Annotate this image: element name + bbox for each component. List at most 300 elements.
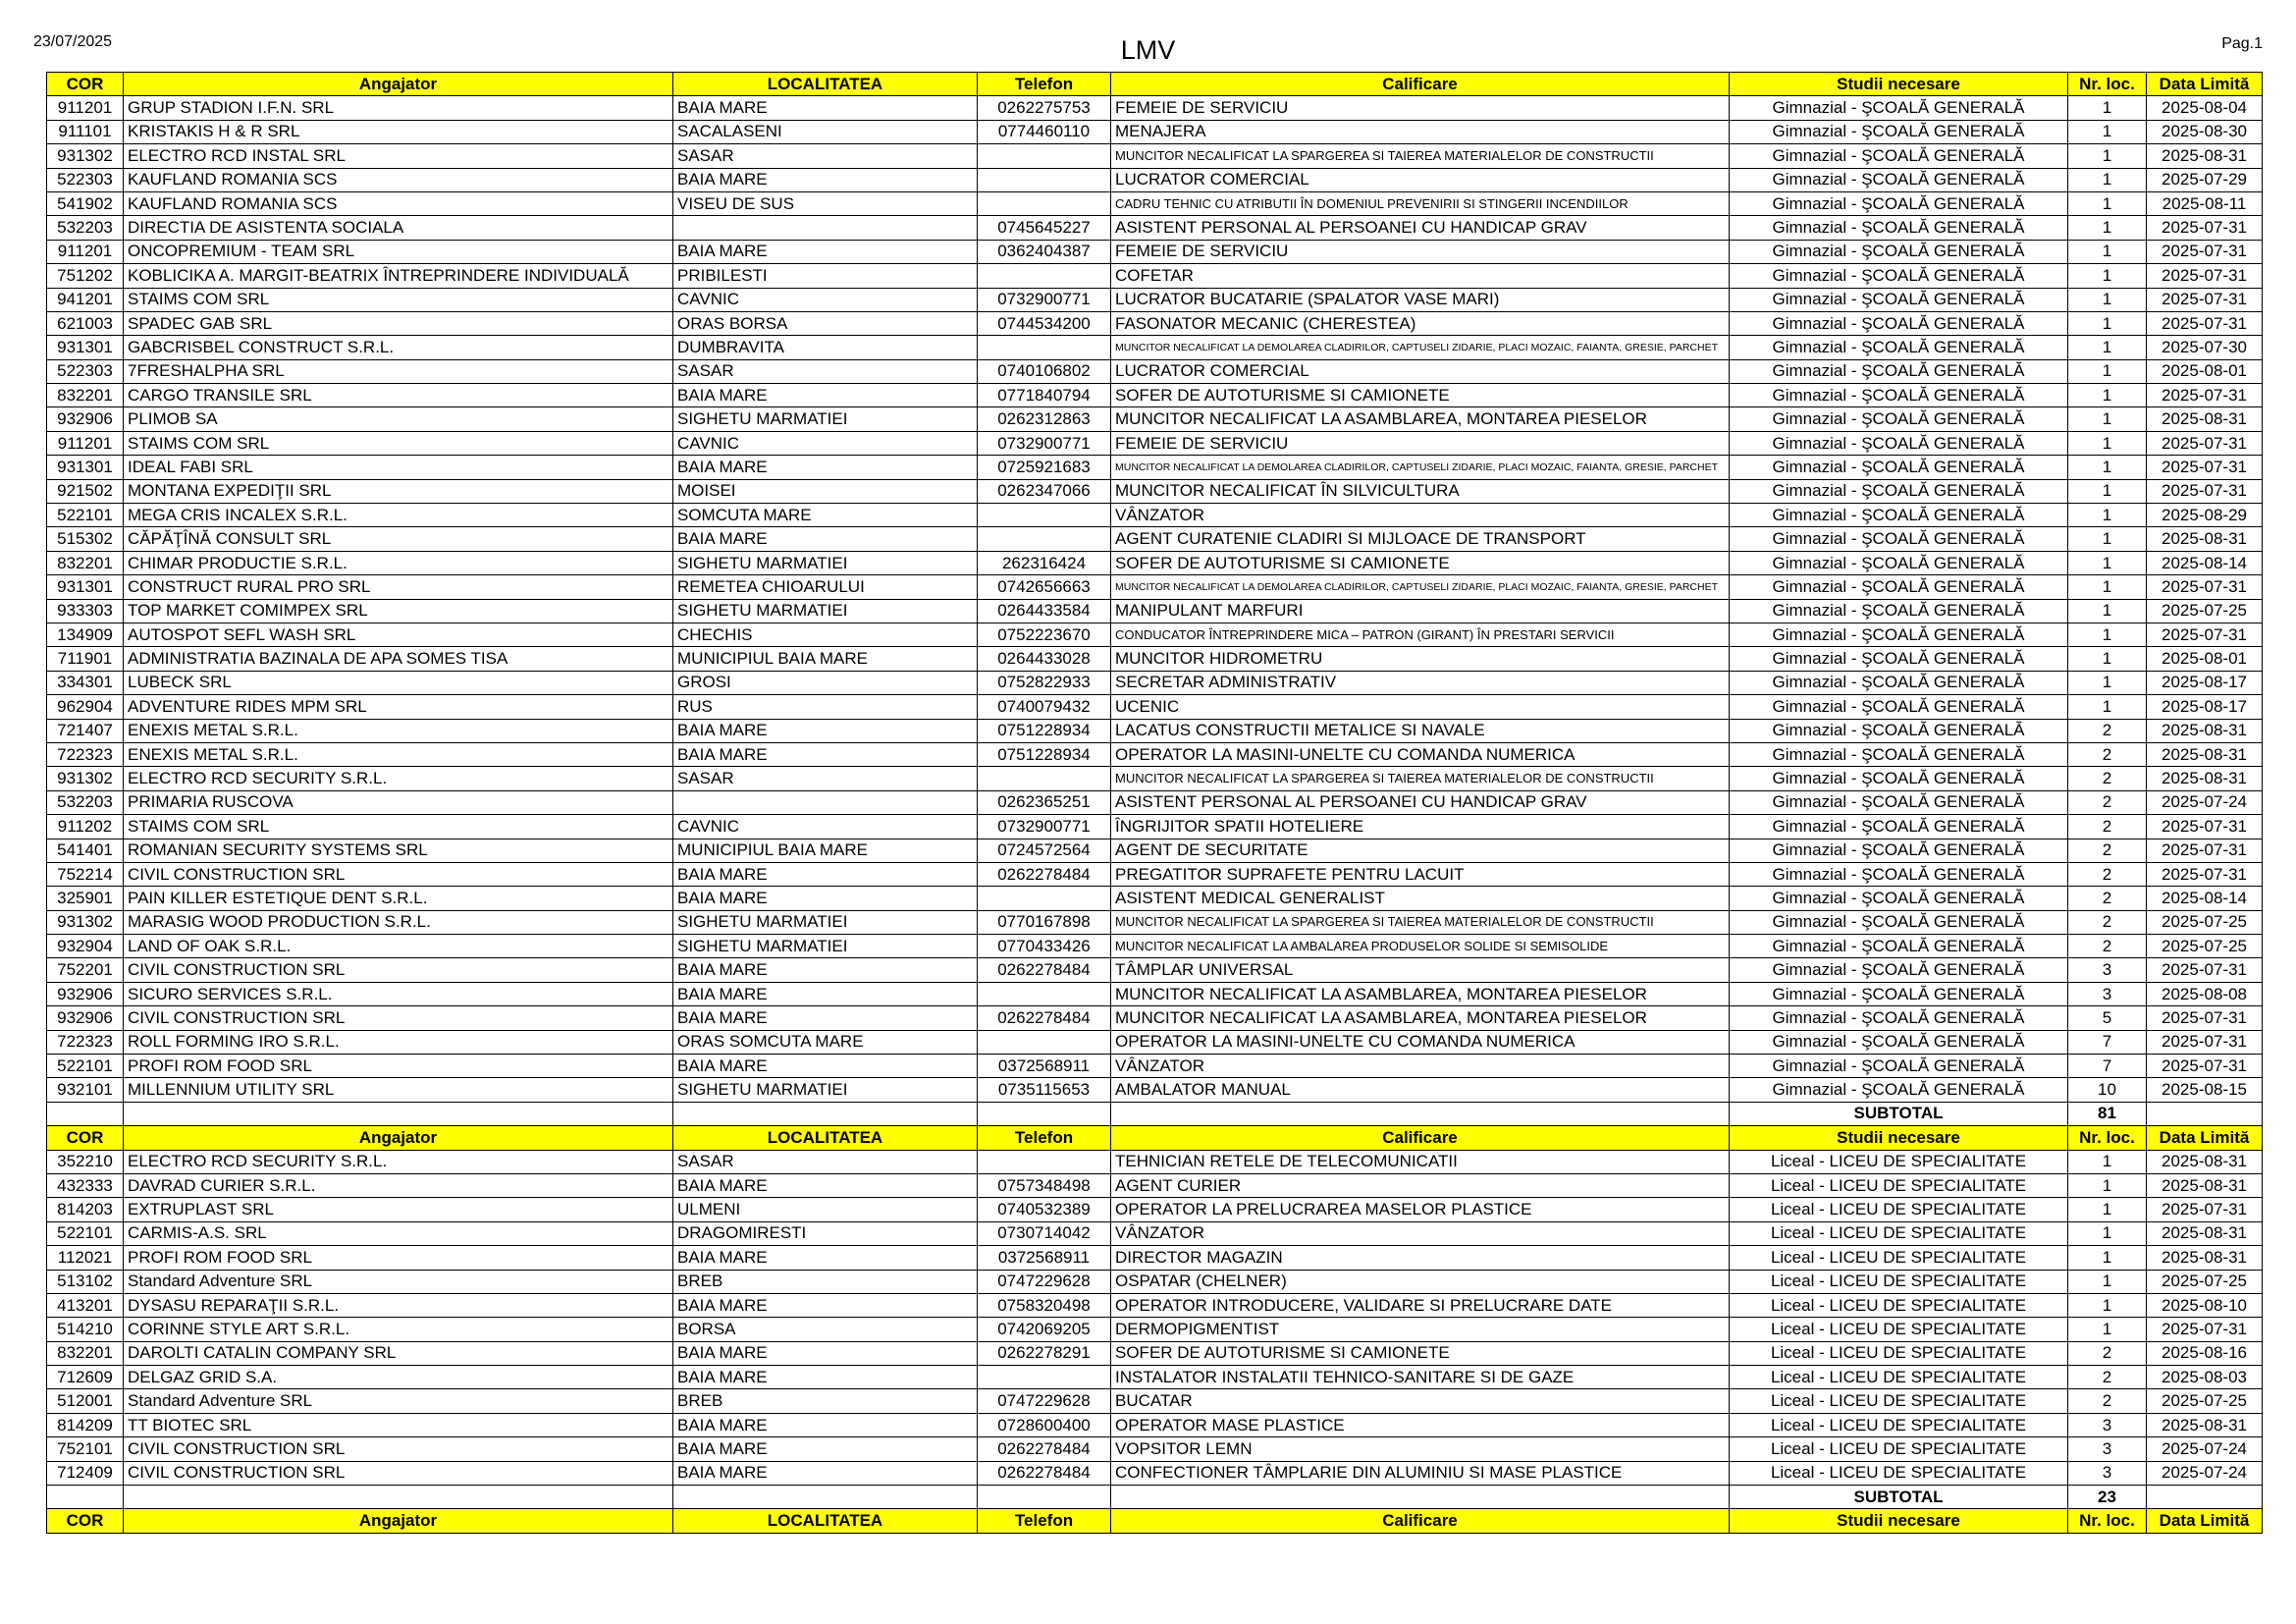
cell-employer: LAND OF OAK S.R.L. — [124, 935, 673, 958]
cell-employer: DYSASU REPARAŢII S.R.L. — [124, 1293, 673, 1317]
table-row — [47, 1150, 2263, 1173]
cell-locality: BAIA MARE — [673, 742, 978, 766]
cell-positions: 1 — [2068, 311, 2147, 335]
cell-employer: PRIMARIA RUSCOVA — [124, 790, 673, 814]
cell-deadline: 2025-07-24 — [2147, 1461, 2263, 1485]
cell-positions: 1 — [2068, 671, 2147, 694]
cell-positions: 1 — [2068, 1270, 2147, 1293]
cell-studies: Liceal - LICEU DE SPECIALITATE — [1730, 1341, 2068, 1365]
cell-cor: 921502 — [47, 479, 124, 503]
cell-studies: Liceal - LICEU DE SPECIALITATE — [1730, 1318, 2068, 1341]
cell-cor: 911201 — [47, 431, 124, 455]
table-row — [47, 240, 2263, 263]
cell-studies: Gimnazial - ŞCOALĂ GENERALĂ — [1730, 599, 2068, 623]
cell-locality: CAVNIC — [673, 815, 978, 839]
cell-cor: 931302 — [47, 144, 124, 168]
cell-studies: Gimnazial - ŞCOALĂ GENERALĂ — [1730, 719, 2068, 742]
column-header-phone: Telefon — [978, 1126, 1111, 1150]
cell-deadline: 2025-07-31 — [2147, 1198, 2263, 1221]
cell-studies: Gimnazial - ŞCOALĂ GENERALĂ — [1730, 96, 2068, 120]
cell-employer: CIVIL CONSTRUCTION SRL — [124, 1437, 673, 1461]
cell-phone: 0262278484 — [978, 958, 1111, 982]
cell-phone — [978, 1150, 1111, 1173]
cell-phone: 0732900771 — [978, 288, 1111, 311]
cell-qualification: MUNCITOR NECALIFICAT LA SPARGEREA SI TAIEREA MATERIALELOR DE CONSTRUCTII — [1111, 767, 1730, 790]
cell-positions: 1 — [2068, 1221, 2147, 1245]
cell-positions: 7 — [2068, 1030, 2147, 1054]
cell-positions: 1 — [2068, 1318, 2147, 1341]
cell-cor: 432333 — [47, 1173, 124, 1197]
subtotal-value: 23 — [2068, 1486, 2147, 1509]
cell-qualification: LUCRATOR COMERCIAL — [1111, 359, 1730, 383]
cell-cor: 751202 — [47, 264, 124, 288]
cell-locality: CHECHIS — [673, 623, 978, 646]
cell-studies: Gimnazial - ŞCOALĂ GENERALĂ — [1730, 504, 2068, 527]
cell-phone — [978, 982, 1111, 1005]
cell-positions: 2 — [2068, 1389, 2147, 1413]
table-header-row — [47, 73, 2263, 96]
cell-employer: TT BIOTEC SRL — [124, 1413, 673, 1436]
cell-cor: 911201 — [47, 96, 124, 120]
cell-cor: 931301 — [47, 575, 124, 599]
cell-employer: PROFI ROM FOOD SRL — [124, 1246, 673, 1270]
cell-locality: BAIA MARE — [673, 1246, 978, 1270]
cell-qualification: FASONATOR MECANIC (CHERESTEA) — [1111, 311, 1730, 335]
cell-employer: ELECTRO RCD SECURITY S.R.L. — [124, 767, 673, 790]
cell-positions: 1 — [2068, 647, 2147, 671]
column-header-studies: Studii necesare — [1730, 73, 2068, 96]
cell-deadline: 2025-07-25 — [2147, 935, 2263, 958]
cell-qualification: MUNCITOR NECALIFICAT ÎN SILVICULTURA — [1111, 479, 1730, 503]
cell-cor: 621003 — [47, 311, 124, 335]
cell-employer: AUTOSPOT SEFL WASH SRL — [124, 623, 673, 646]
cell-phone — [978, 767, 1111, 790]
cell-deadline: 2025-08-17 — [2147, 695, 2263, 719]
cell-deadline: 2025-08-04 — [2147, 96, 2263, 120]
cell-cor: 931301 — [47, 336, 124, 359]
subtotal-row — [47, 1102, 2263, 1125]
cell-positions: 1 — [2068, 527, 2147, 551]
cell-studies: Gimnazial - ŞCOALĂ GENERALĂ — [1730, 887, 2068, 910]
cell-deadline: 2025-07-24 — [2147, 790, 2263, 814]
cell-cor: 522303 — [47, 359, 124, 383]
cell-qualification: DERMOPIGMENTIST — [1111, 1318, 1730, 1341]
subtotal-empty-cell — [673, 1486, 978, 1509]
cell-qualification: AMBALATOR MANUAL — [1111, 1078, 1730, 1102]
cell-locality: BAIA MARE — [673, 1006, 978, 1030]
cell-qualification: AGENT DE SECURITATE — [1111, 839, 1730, 862]
cell-employer: CIVIL CONSTRUCTION SRL — [124, 862, 673, 886]
cell-phone: 0264433584 — [978, 599, 1111, 623]
cell-phone — [978, 1030, 1111, 1054]
cell-positions: 1 — [2068, 695, 2147, 719]
cell-deadline: 2025-07-31 — [2147, 815, 2263, 839]
cell-deadline: 2025-08-10 — [2147, 1293, 2263, 1317]
cell-employer: ENEXIS METAL S.R.L. — [124, 742, 673, 766]
column-header-studies: Studii necesare — [1730, 1509, 2068, 1533]
cell-locality: CAVNIC — [673, 288, 978, 311]
cell-qualification: FEMEIE DE SERVICIU — [1111, 96, 1730, 120]
cell-deadline: 2025-08-14 — [2147, 887, 2263, 910]
cell-positions: 3 — [2068, 1413, 2147, 1436]
cell-positions: 1 — [2068, 551, 2147, 574]
cell-positions: 1 — [2068, 1293, 2147, 1317]
cell-qualification: TÂMPLAR UNIVERSAL — [1111, 958, 1730, 982]
cell-qualification: CONDUCATOR ÎNTREPRINDERE MICA – PATRON (GIRANT) ÎN PRESTARI SERVICII — [1111, 623, 1730, 646]
cell-qualification: VÂNZATOR — [1111, 1055, 1730, 1078]
cell-positions: 3 — [2068, 1437, 2147, 1461]
table-row — [47, 1006, 2263, 1030]
table-row — [47, 551, 2263, 574]
cell-cor: 932906 — [47, 407, 124, 431]
cell-positions: 1 — [2068, 1246, 2147, 1270]
cell-studies: Liceal - LICEU DE SPECIALITATE — [1730, 1221, 2068, 1245]
cell-phone — [978, 264, 1111, 288]
column-header-qualification: Calificare — [1111, 1126, 1730, 1150]
cell-qualification: TEHNICIAN RETELE DE TELECOMUNICATII — [1111, 1150, 1730, 1173]
cell-phone: 0262365251 — [978, 790, 1111, 814]
cell-cor: 325901 — [47, 887, 124, 910]
cell-employer: SPADEC GAB SRL — [124, 311, 673, 335]
cell-positions: 1 — [2068, 1198, 2147, 1221]
cell-employer: IDEAL FABI SRL — [124, 456, 673, 479]
table-row — [47, 1461, 2263, 1485]
cell-employer: GABCRISBEL CONSTRUCT S.R.L. — [124, 336, 673, 359]
cell-cor: 814203 — [47, 1198, 124, 1221]
subtotal-label: SUBTOTAL — [1730, 1486, 2068, 1509]
cell-deadline: 2025-07-31 — [2147, 575, 2263, 599]
table-row — [47, 1437, 2263, 1461]
cell-phone: 0262278291 — [978, 1341, 1111, 1365]
cell-qualification: VÂNZATOR — [1111, 504, 1730, 527]
column-header-locality: LOCALITATEA — [673, 73, 978, 96]
cell-employer: PROFI ROM FOOD SRL — [124, 1055, 673, 1078]
cell-studies: Gimnazial - ŞCOALĂ GENERALĂ — [1730, 384, 2068, 407]
cell-positions: 7 — [2068, 1055, 2147, 1078]
cell-phone — [978, 191, 1111, 215]
cell-positions: 1 — [2068, 359, 2147, 383]
cell-studies: Gimnazial - ŞCOALĂ GENERALĂ — [1730, 120, 2068, 143]
column-header-employer: Angajator — [124, 1509, 673, 1533]
cell-studies: Gimnazial - ŞCOALĂ GENERALĂ — [1730, 288, 2068, 311]
table-row — [47, 671, 2263, 694]
column-header-employer: Angajator — [124, 73, 673, 96]
table-row — [47, 742, 2263, 766]
cell-qualification: MUNCITOR NECALIFICAT LA DEMOLAREA CLADIRILOR, CAPTUSELI ZIDARIE, PLACI MOZAIC, FAIANTA, GRESIE, PARCHET — [1111, 456, 1730, 479]
column-header-deadline: Data Limită — [2147, 73, 2263, 96]
cell-qualification: ÎNGRIJITOR SPATII HOTELIERE — [1111, 815, 1730, 839]
cell-employer: 7FRESHALPHA SRL — [124, 359, 673, 383]
cell-deadline: 2025-07-31 — [2147, 1055, 2263, 1078]
cell-cor: 112021 — [47, 1246, 124, 1270]
table-row — [47, 647, 2263, 671]
cell-locality: MUNICIPIUL BAIA MARE — [673, 839, 978, 862]
table-row — [47, 456, 2263, 479]
cell-phone: 0742656663 — [978, 575, 1111, 599]
cell-phone: 0774460110 — [978, 120, 1111, 143]
subtotal-empty-cell — [1111, 1486, 1730, 1509]
cell-locality: SIGHETU MARMATIEI — [673, 599, 978, 623]
cell-studies: Gimnazial - ŞCOALĂ GENERALĂ — [1730, 144, 2068, 168]
cell-deadline: 2025-07-31 — [2147, 431, 2263, 455]
subtotal-empty-cell — [47, 1486, 124, 1509]
cell-studies: Gimnazial - ŞCOALĂ GENERALĂ — [1730, 935, 2068, 958]
cell-positions: 1 — [2068, 504, 2147, 527]
cell-phone: 0262278484 — [978, 1461, 1111, 1485]
cell-studies: Liceal - LICEU DE SPECIALITATE — [1730, 1150, 2068, 1173]
cell-positions: 1 — [2068, 431, 2147, 455]
cell-positions: 2 — [2068, 742, 2147, 766]
cell-deadline: 2025-07-31 — [2147, 1006, 2263, 1030]
cell-employer: CIVIL CONSTRUCTION SRL — [124, 1461, 673, 1485]
report-title: LMV — [1120, 35, 1176, 65]
cell-locality: BAIA MARE — [673, 456, 978, 479]
cell-phone: 0262347066 — [978, 479, 1111, 503]
cell-deadline: 2025-07-31 — [2147, 1318, 2263, 1341]
page-number: Pag.1 — [2221, 35, 2263, 52]
cell-locality: BREB — [673, 1389, 978, 1413]
cell-phone: 0742069205 — [978, 1318, 1111, 1341]
cell-qualification: MUNCITOR NECALIFICAT LA SPARGEREA SI TAIEREA MATERIALELOR DE CONSTRUCTII — [1111, 910, 1730, 934]
cell-phone: 0372568911 — [978, 1246, 1111, 1270]
cell-studies: Gimnazial - ŞCOALĂ GENERALĂ — [1730, 1006, 2068, 1030]
column-header-phone: Telefon — [978, 73, 1111, 96]
cell-qualification: OPERATOR INTRODUCERE, VALIDARE SI PRELUCRARE DATE — [1111, 1293, 1730, 1317]
cell-employer: DAROLTI CATALIN COMPANY SRL — [124, 1341, 673, 1365]
subtotal-empty-cell — [47, 1102, 124, 1125]
table-row — [47, 767, 2263, 790]
table-row — [47, 384, 2263, 407]
cell-positions: 2 — [2068, 1341, 2147, 1365]
cell-deadline: 2025-08-17 — [2147, 671, 2263, 694]
cell-cor: 413201 — [47, 1293, 124, 1317]
table-row — [47, 1293, 2263, 1317]
cell-employer: MONTANA EXPEDIŢII SRL — [124, 479, 673, 503]
cell-qualification: OPERATOR LA MASINI-UNELTE CU COMANDA NUMERICA — [1111, 1030, 1730, 1054]
cell-locality: GROSI — [673, 671, 978, 694]
table-row — [47, 1055, 2263, 1078]
cell-studies: Gimnazial - ŞCOALĂ GENERALĂ — [1730, 695, 2068, 719]
cell-studies: Gimnazial - ŞCOALĂ GENERALĂ — [1730, 647, 2068, 671]
cell-studies: Gimnazial - ŞCOALĂ GENERALĂ — [1730, 431, 2068, 455]
cell-deadline: 2025-08-11 — [2147, 191, 2263, 215]
cell-positions: 1 — [2068, 575, 2147, 599]
cell-cor: 334301 — [47, 671, 124, 694]
table-row — [47, 1173, 2263, 1197]
subtotal-empty-cell — [978, 1102, 1111, 1125]
cell-locality: BAIA MARE — [673, 719, 978, 742]
column-header-deadline: Data Limită — [2147, 1126, 2263, 1150]
cell-qualification: ASISTENT PERSONAL AL PERSOANEI CU HANDICAP GRAV — [1111, 790, 1730, 814]
cell-positions: 1 — [2068, 240, 2147, 263]
table-row — [47, 527, 2263, 551]
subtotal-empty-cell — [124, 1102, 673, 1125]
cell-cor: 814209 — [47, 1413, 124, 1436]
cell-deadline: 2025-07-31 — [2147, 311, 2263, 335]
cell-employer: LUBECK SRL — [124, 671, 673, 694]
cell-employer: MILLENNIUM UTILITY SRL — [124, 1078, 673, 1102]
table-row — [47, 935, 2263, 958]
cell-qualification: ASISTENT MEDICAL GENERALIST — [1111, 887, 1730, 910]
cell-cor: 712609 — [47, 1366, 124, 1389]
cell-studies: Gimnazial - ŞCOALĂ GENERALĂ — [1730, 1055, 2068, 1078]
cell-employer: DIRECTIA DE ASISTENTA SOCIALA — [124, 216, 673, 240]
cell-positions: 3 — [2068, 982, 2147, 1005]
cell-deadline: 2025-08-31 — [2147, 527, 2263, 551]
cell-qualification: COFETAR — [1111, 264, 1730, 288]
cell-cor: 931302 — [47, 767, 124, 790]
cell-phone: 0264433028 — [978, 647, 1111, 671]
cell-studies: Liceal - LICEU DE SPECIALITATE — [1730, 1198, 2068, 1221]
cell-qualification: CONFECTIONER TÂMPLARIE DIN ALUMINIU SI MASE PLASTICE — [1111, 1461, 1730, 1485]
column-header-deadline: Data Limită — [2147, 1509, 2263, 1533]
cell-deadline: 2025-08-31 — [2147, 407, 2263, 431]
cell-cor: 933303 — [47, 599, 124, 623]
cell-locality: CAVNIC — [673, 431, 978, 455]
cell-cor: 712409 — [47, 1461, 124, 1485]
cell-phone: 0770433426 — [978, 935, 1111, 958]
table-row — [47, 623, 2263, 646]
cell-phone: 0725921683 — [978, 456, 1111, 479]
cell-employer: KAUFLAND ROMANIA SCS — [124, 191, 673, 215]
cell-studies: Gimnazial - ŞCOALĂ GENERALĂ — [1730, 311, 2068, 335]
cell-qualification: SECRETAR ADMINISTRATIV — [1111, 671, 1730, 694]
cell-cor: 352210 — [47, 1150, 124, 1173]
cell-deadline: 2025-07-30 — [2147, 336, 2263, 359]
column-header-locality: LOCALITATEA — [673, 1509, 978, 1533]
cell-positions: 1 — [2068, 216, 2147, 240]
cell-employer: ONCOPREMIUM - TEAM SRL — [124, 240, 673, 263]
cell-locality: MOISEI — [673, 479, 978, 503]
cell-locality: SIGHETU MARMATIEI — [673, 910, 978, 934]
cell-phone: 0728600400 — [978, 1413, 1111, 1436]
cell-studies: Gimnazial - ŞCOALĂ GENERALĂ — [1730, 815, 2068, 839]
cell-positions: 5 — [2068, 1006, 2147, 1030]
cell-positions: 2 — [2068, 935, 2147, 958]
cell-studies: Gimnazial - ŞCOALĂ GENERALĂ — [1730, 456, 2068, 479]
cell-qualification: MUNCITOR NECALIFICAT LA ASAMBLAREA, MONTAREA PIESELOR — [1111, 982, 1730, 1005]
job-listings-table — [46, 72, 2263, 1534]
table-row — [47, 910, 2263, 934]
cell-deadline: 2025-07-25 — [2147, 910, 2263, 934]
cell-employer: Standard Adventure SRL — [124, 1270, 673, 1293]
cell-deadline: 2025-08-03 — [2147, 1366, 2263, 1389]
cell-positions: 2 — [2068, 839, 2147, 862]
cell-studies: Gimnazial - ŞCOALĂ GENERALĂ — [1730, 359, 2068, 383]
cell-deadline: 2025-07-31 — [2147, 240, 2263, 263]
cell-cor: 522101 — [47, 1221, 124, 1245]
table-row — [47, 1366, 2263, 1389]
cell-studies: Liceal - LICEU DE SPECIALITATE — [1730, 1389, 2068, 1413]
cell-qualification: AGENT CURATENIE CLADIRI SI MIJLOACE DE TRANSPORT — [1111, 527, 1730, 551]
cell-locality: MUNICIPIUL BAIA MARE — [673, 647, 978, 671]
cell-studies: Gimnazial - ŞCOALĂ GENERALĂ — [1730, 910, 2068, 934]
cell-qualification: VOPSITOR LEMN — [1111, 1437, 1730, 1461]
cell-positions: 2 — [2068, 815, 2147, 839]
cell-phone: 0740079432 — [978, 695, 1111, 719]
cell-studies: Gimnazial - ŞCOALĂ GENERALĂ — [1730, 1030, 2068, 1054]
subtotal-empty-cell — [673, 1102, 978, 1125]
table-row — [47, 120, 2263, 143]
cell-studies: Gimnazial - ŞCOALĂ GENERALĂ — [1730, 407, 2068, 431]
cell-phone: 0771840794 — [978, 384, 1111, 407]
table-row — [47, 216, 2263, 240]
table-row — [47, 479, 2263, 503]
cell-cor: 962904 — [47, 695, 124, 719]
cell-studies: Liceal - LICEU DE SPECIALITATE — [1730, 1270, 2068, 1293]
cell-deadline: 2025-07-31 — [2147, 1030, 2263, 1054]
cell-locality: BAIA MARE — [673, 1293, 978, 1317]
cell-studies: Gimnazial - ŞCOALĂ GENERALĂ — [1730, 671, 2068, 694]
column-header-cor: COR — [47, 1509, 124, 1533]
column-header-employer: Angajator — [124, 1126, 673, 1150]
cell-employer: MARASIG WOOD PRODUCTION S.R.L. — [124, 910, 673, 934]
cell-locality: VISEU DE SUS — [673, 191, 978, 215]
cell-employer: CĂPĂŢÎNĂ CONSULT SRL — [124, 527, 673, 551]
cell-positions: 1 — [2068, 479, 2147, 503]
table-row — [47, 359, 2263, 383]
cell-positions: 2 — [2068, 719, 2147, 742]
cell-deadline: 2025-08-01 — [2147, 359, 2263, 383]
cell-locality: ORAS SOMCUTA MARE — [673, 1030, 978, 1054]
cell-locality: DRAGOMIRESTI — [673, 1221, 978, 1245]
cell-positions: 1 — [2068, 407, 2147, 431]
table-row — [47, 1318, 2263, 1341]
cell-phone: 0262278484 — [978, 1006, 1111, 1030]
cell-cor: 513102 — [47, 1270, 124, 1293]
cell-phone: 0262278484 — [978, 862, 1111, 886]
cell-phone: 0732900771 — [978, 815, 1111, 839]
cell-employer: STAIMS COM SRL — [124, 815, 673, 839]
cell-qualification: LUCRATOR COMERCIAL — [1111, 168, 1730, 191]
cell-cor: 911202 — [47, 815, 124, 839]
cell-qualification: MUNCITOR NECALIFICAT LA SPARGEREA SI TAIEREA MATERIALELOR DE CONSTRUCTII — [1111, 144, 1730, 168]
cell-qualification: FEMEIE DE SERVICIU — [1111, 431, 1730, 455]
cell-phone: 262316424 — [978, 551, 1111, 574]
cell-positions: 1 — [2068, 599, 2147, 623]
cell-positions: 2 — [2068, 790, 2147, 814]
cell-locality: SIGHETU MARMATIEI — [673, 1078, 978, 1102]
cell-positions: 2 — [2068, 910, 2147, 934]
cell-employer: Standard Adventure SRL — [124, 1389, 673, 1413]
cell-locality: SASAR — [673, 144, 978, 168]
cell-phone: 0372568911 — [978, 1055, 1111, 1078]
table-row — [47, 575, 2263, 599]
cell-cor: 515302 — [47, 527, 124, 551]
cell-qualification: OPERATOR LA MASINI-UNELTE CU COMANDA NUMERICA — [1111, 742, 1730, 766]
cell-deadline: 2025-07-31 — [2147, 862, 2263, 886]
cell-qualification: UCENIC — [1111, 695, 1730, 719]
cell-studies: Gimnazial - ŞCOALĂ GENERALĂ — [1730, 742, 2068, 766]
column-header-qualification: Calificare — [1111, 73, 1730, 96]
cell-positions: 1 — [2068, 96, 2147, 120]
cell-qualification: OPERATOR LA PRELUCRAREA MASELOR PLASTICE — [1111, 1198, 1730, 1221]
cell-locality: RUS — [673, 695, 978, 719]
cell-positions: 1 — [2068, 456, 2147, 479]
cell-cor: 541902 — [47, 191, 124, 215]
cell-deadline: 2025-08-31 — [2147, 1173, 2263, 1197]
cell-cor: 932906 — [47, 1006, 124, 1030]
cell-locality: BAIA MARE — [673, 1413, 978, 1436]
cell-qualification: MUNCITOR HIDROMETRU — [1111, 647, 1730, 671]
cell-deadline: 2025-07-31 — [2147, 384, 2263, 407]
cell-employer: ROMANIAN SECURITY SYSTEMS SRL — [124, 839, 673, 862]
cell-qualification: CADRU TEHNIC CU ATRIBUTII ÎN DOMENIUL PREVENIRII SI STINGERII INCENDIILOR — [1111, 191, 1730, 215]
cell-positions: 1 — [2068, 288, 2147, 311]
table-row — [47, 1270, 2263, 1293]
cell-employer: MEGA CRIS INCALEX S.R.L. — [124, 504, 673, 527]
table-row — [47, 719, 2263, 742]
